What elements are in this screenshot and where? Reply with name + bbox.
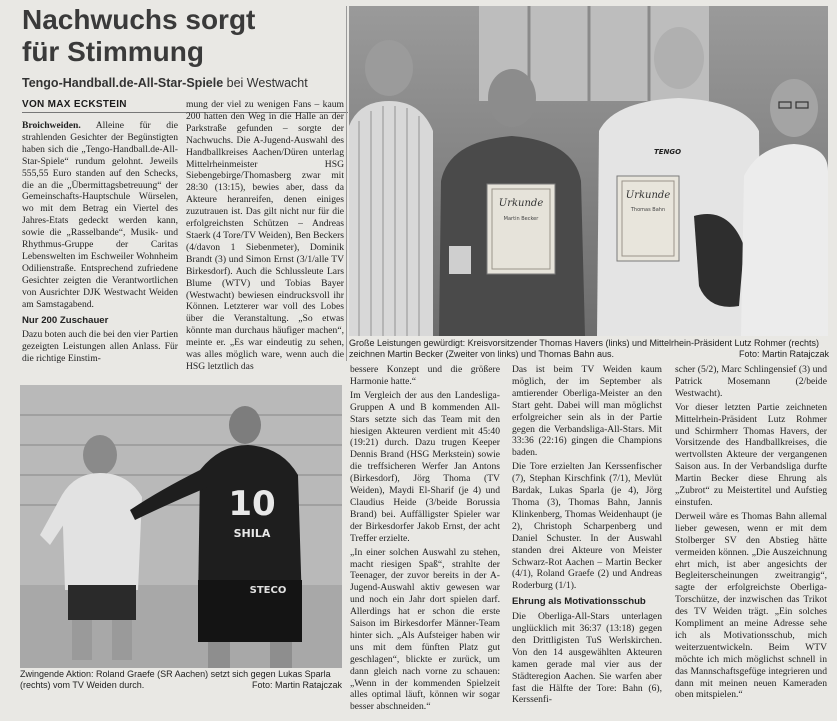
paragraph: mung der viel zu wenigen Fans – kaum 200 hatten den Weg in die Halle an der Parkstraße gefunden – sorgte der Nachwuchs. Die A-Jugend-Auswahl des Handballkreises Aachen/Düren unterlag Mittelrheinmeister HSG Siebengebirge/Thomasberg zwar mit 28:30 (13:15), bewies aber, dass da Akteure heranreifen, denen einiges zuzutrauen ist. Das gilt nicht nur für die erfolgreichsten Schützen – Andreas Staerk (4 Tore/TV Weiden), Ben Beckers (4/davon 1 Siebenmeter), Dominik Brandt (3) und Simon Ernst (3/1/alle TV Birkesdorf). Auch die Schlussleute Lars Blume (WTV) und Tobias Bayer (Westwacht) bewiesen eindrucksvoll ihr Können. Letzterer war voll des Lobes über die Veranstaltung. „So etwas könnte man durchaus häufiger machen“, meinte er. „Es war eindeutig zu sehen, was alles möglich ware, wenn auch die HSG letztlich das [186, 99, 344, 372]
byline: VON MAX ECKSTEIN [22, 99, 127, 110]
paragraph: Die Tore erzielten Jan Kerssenfischer (7), Stephan Kirschfink (7/1), Mevlüt Bardak, Lukas Sparla (je 4), Jörg Thoma (3), Thomas Bahn, Jannis Klinkenberg, Thomas Weidenhaupt (je 2), Christoph Scharpenberg und Daniel Schuster. In der Auswahl standen drei Akteure von Meister Schwarz-Rot Aachen – Martin Becker (4/1), Roland Graefe (2) und Andreas Roderburg (1/1). [512, 461, 662, 592]
award-photo-caption [349, 338, 829, 360]
text-column-5 [675, 364, 827, 703]
paragraph: Die Oberliga-All-Stars unterlagen unglücklich mit 36:37 (13:18) gegen den Drittligisten TuS Werlskirchen. Von den 14 ausgewählten Akteuren kamen gerade mal vier aus der Städteregion Aachen. Sie warfen aber fast die Hälfte der Tore: Bahn (6), Kerssenfi- [512, 611, 662, 706]
jersey-number: 10 [228, 484, 276, 524]
photo-credit: Foto: Martin Ratajczak [251, 680, 342, 690]
article-headline [22, 4, 342, 68]
paragraph: bessere Konzept und die größere Harmonie hatte.“ [350, 364, 500, 387]
caption-text: Zwingende Aktion: Roland Graefe (SR Aachen) setzt sich gegen Lukas Sparla (rechts) vom TV Weiden durch. [20, 669, 331, 690]
paragraph: „In einer solchen Auswahl zu stehen, macht riesigen Spaß“, strahlte der Teenager, der zuvor bereits in der A-Jugend-Auswahl aktiv gewesen war und noch ein Jahr dort spielen darf. Allerdings hat er schon die erste Saison im Birkesdorfer Männer-Team hinter sich. „Als Aufsteiger haben wir uns mit dem fünften Platz gut geschlagen“, blickte er zurück, um dann gleich nach vorne zu schauen: „Wenn in der kommenden Spielzeit alles optimal läuft, können wir sogar besser abschneiden.“ [350, 546, 500, 713]
certificate-title-right: Urkunde [625, 190, 671, 201]
headline-line-2: für Stimmung [22, 36, 204, 67]
caption-text: Große Leistungen gewürdigt: Kreisvorsitzender Thomas Havers (links) und Mittelrhein-Präsident Lutz Rohmer (rechts) zeichnen Martin Becker (Zweiter von links) und Thomas Bahn aus. [349, 338, 820, 359]
headline-line-1: Nachwuchs sorgt [22, 4, 256, 35]
section-subhead: Ehrung als Motivationsschub [512, 596, 646, 608]
shirt-logo: TENGO [654, 148, 682, 156]
article-subhead [22, 76, 352, 90]
paragraph: Dazu boten auch die bei den vier Partien gezeigten Leistungen allen Anlass. Für die richtige Einstim- [22, 329, 178, 365]
award-photo [349, 6, 828, 336]
photo-credit: Foto: Martin Ratajczak [738, 349, 829, 359]
certificate-title-left: Urkunde [498, 198, 544, 209]
award-photo-illustration [349, 6, 828, 336]
text-column-3 [350, 364, 500, 715]
paragraph: Vor dieser letzten Partie zeichneten Mittelrhein-Präsident Lutz Rohmer und Schirmherr Thomas Havers, der Vorsitzende des Handballkreises, die wertvollsten Akteure der vergangenen Saison aus. In der Verbandsliga durfte Martin Becker diese Ehrung als „Zubrot“ zu Meistertitel und Aufstieg einstufen. [675, 401, 827, 508]
action-photo-caption [20, 669, 342, 691]
certificate-name-right: Thomas Bahn [630, 207, 666, 213]
jersey-name: SHILA [233, 527, 271, 540]
subhead-rest: bei Westwacht [223, 76, 308, 90]
jersey-sponsor: STECO [249, 585, 287, 596]
action-photo [20, 385, 342, 668]
dateline: Broichweiden. [22, 120, 81, 131]
paragraph-text: Alleine für die strahlenden Gesichter der Begünstigten haben sich die „Tengo-Handball.de-All-Star-Spiele“ rundum gelohnt. Jeweils 555,55 Euro standen auf den Schecks, die an die „Übermittagsbetreuung“ der Gemeinschafts-Hauptschule Würselen, wo mit dem Betrag ein Viertel des Jahres-Etats gedeckt werden kann, sowie die „Rasselbande“, Musik- und Rhythmus-Gruppe der Caritas Lebenswelten im Eschweiler Wohnheim Odilienstraße. Entsprechend zufriedene Gesichter zeigten die Verantwortlichen von Ausrichter DJK Westwacht Weiden am Samstagabend. [22, 120, 178, 310]
paragraph: Das ist beim TV Weiden kaum möglich, der im September als amtierender Oberliga-Meister an den Start geht. Dabei will man möglichst erfolgreicher sein als in der Partie gegen die Verbandsliga-All-Stars. Mit 33:36 (22:16) gingen die Champions baden. [512, 364, 662, 459]
subhead-bold: Tengo-Handball.de-All-Star-Spiele [22, 76, 224, 90]
action-photo-illustration [20, 385, 342, 668]
column-divider [346, 6, 347, 361]
section-subhead: Nur 200 Zuschauer [22, 314, 109, 326]
paragraph: scher (5/2), Marc Schlingensief (3) und Patrick Mosemann (2/beide Westwacht). [675, 364, 827, 399]
text-column-4 [512, 364, 662, 708]
paragraph: Derweil wäre es Thomas Bahn allemal lieber gewesen, wenn er mit dem Stolberger SV den Abstieg hätte vermeiden können. „Die Auszeichnung ehrt mich, ist aber angesichts der Begleiterscheinungen zweitrangig“, sagte der erfolgreichste Oberliga-Torschütze, der inzwischen das Trikot des TV Weiden trägt. „Ein solches Kompliment an meine Adresse sehe ich als Motivationsschub, mich weiterzuentwickeln. Beim WTV möchte ich mich möglichst schnell in das Mannschaftsgefüge integrieren und dann mit meinen neuen Kameraden oben mitspielen.“ [675, 510, 827, 701]
text-column-1 [22, 120, 178, 367]
text-column-2 [186, 99, 344, 375]
certificate-name-left: Martin Becker [503, 216, 539, 222]
paragraph [22, 120, 178, 311]
paragraph: Im Vergleich der aus den Landesliga-Gruppen A und B kommenden All-Stars setzte sich das Team mit den hiesigen Akteuren verdient mit 45:40 (19:21) durch. Dazu trugen Keeper Dennis Brand (HSG Merkstein) sowie die treffsicheren Werfer Jan Antons (Birkesdorf), Jörg Thoma (TV Weiden), Maydi El-Sharif (je 4) und Claudius Heide (3/beide Borussia Brand) bei. Auffälligster Spieler war der Birkesdorfer Jakob Ernst, der acht Treffer erzielte. [350, 389, 500, 544]
